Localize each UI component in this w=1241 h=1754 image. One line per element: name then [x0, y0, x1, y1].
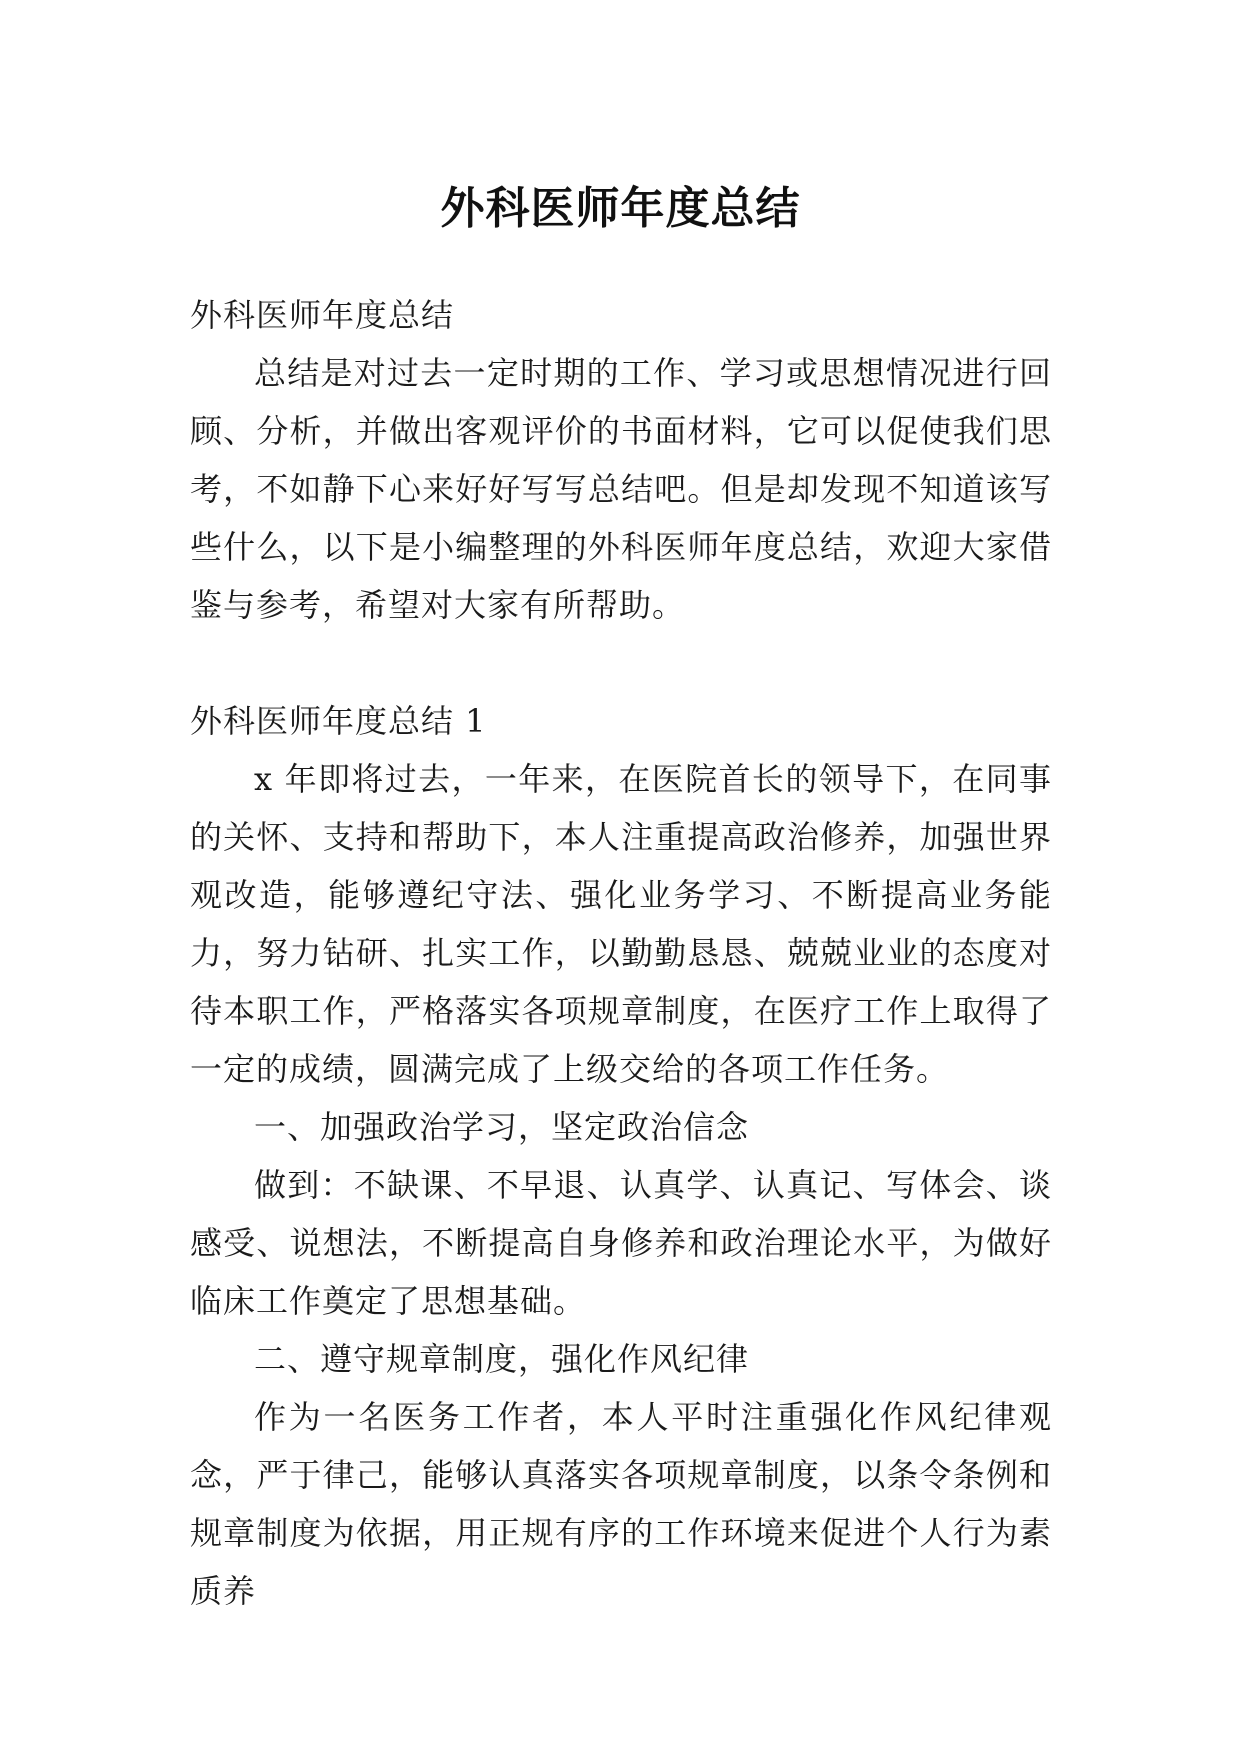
section-title: 外科医师年度总结 1: [190, 702, 487, 740]
document-subtitle: 外科医师年度总结: [190, 296, 455, 334]
document-title: 外科医师年度总结: [440, 183, 801, 235]
section-heading-2: 二、遵守规章制度，强化作风纪律: [254, 1340, 750, 1378]
body-paragraph-3: 作为一名医务工作者，本人平时注重强化作风纪律观念，严于律己，能够认真落实各项规章制度，以条令条例和规章制度为依据，用正规有序的工作环境来促进个人行为素质养: [190, 1398, 1052, 1610]
section-heading-1: 一、加强政治学习，坚定政治信念: [254, 1108, 750, 1146]
intro-paragraph: 总结是对过去一定时期的工作、学习或思想情况进行回顾、分析，并做出客观评价的书面材料，它可以促使我们思考，不如静下心来好好写写总结吧。但是却发现不知道该写些什么，以下是小编整理的外科医师年度总结，欢迎大家借鉴与参考，希望对大家有所帮助。: [190, 354, 1052, 624]
paragraph-spacer: [190, 634, 1052, 692]
document-body: [190, 286, 1052, 1620]
body-paragraph-1: x 年即将过去，一年来，在医院首长的领导下，在同事的关怀、支持和帮助下，本人注重提高政治修养，加强世界观改造，能够遵纪守法、强化业务学习、不断提高业务能力，努力钻研、扎实工作，以勤勤恳恳、兢兢业业的态度对待本职工作，严格落实各项规章制度，在医疗工作上取得了一定的成绩，圆满完成了上级交给的各项工作任务。: [190, 760, 1052, 1088]
body-paragraph-2: 做到：不缺课、不早退、认真学、认真记、写体会、谈感受、说想法，不断提高自身修养和政治理论水平，为做好临床工作奠定了思想基础。: [190, 1166, 1052, 1320]
